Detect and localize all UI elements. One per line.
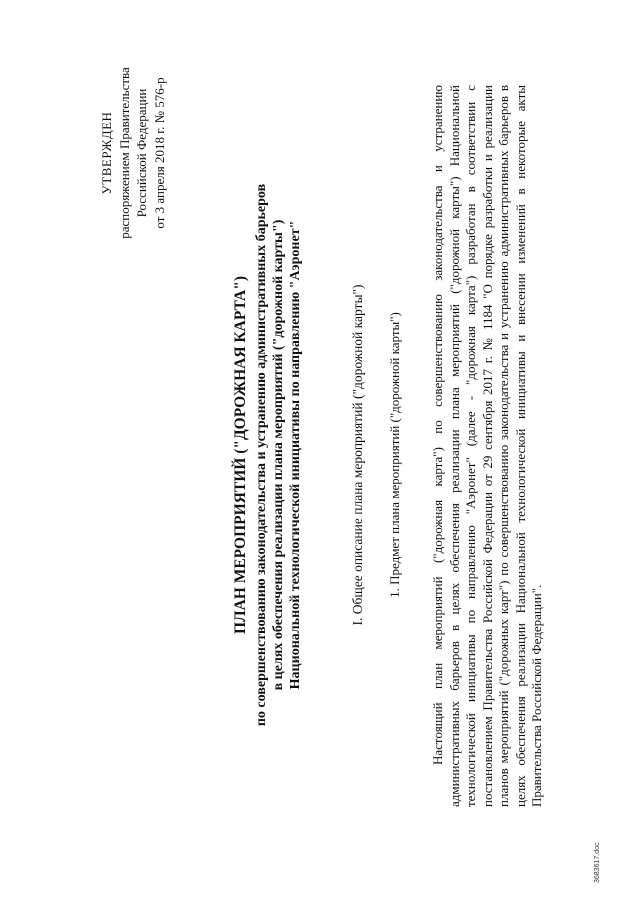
subsection-heading: 1. Предмет плана мероприятий ("дорожной карты") <box>387 312 402 598</box>
section-heading: I. Общее описание плана мероприятий ("дорожной карты") <box>350 284 365 626</box>
title-main: ПЛАН МЕРОПРИЯТИЙ ("ДОРОЖНАЯ КАРТА") <box>232 275 249 635</box>
approval-line-1: распоряжением Правительства <box>116 67 132 239</box>
file-code-footer: 3683617.doc <box>594 842 601 883</box>
approval-line-2: Российской Федерации <box>134 88 149 218</box>
approval-line-3: от 3 апреля 2018 г. № 576-р <box>151 77 167 229</box>
body-paragraph: Настоящий план мероприятий ("дорожная карта") по совершенствованию законодательства и устранению административных барьеров в целях обеспечения реализации плана мероприятий ("дорожной карты") Национальной технологической инициативы по направлению "Аэронет" (далее - "дорожная карта") разработан в соответствии с постановлением Правительства Российской Федерации от 29 сентября 2017 г. № 1184 "О порядке разработки и реализации планов мероприятий ("дорожных карт") по совершенствованию законодательства и устранению административных барьеров в целях обеспечения реализации Национальной технологической инициативы и внесении изменений в некоторые акты Правительства Российской Федерации". <box>430 85 544 807</box>
title-line-2: в целях обеспечения реализации плана мероприятий ("дорожной карты") <box>271 219 286 691</box>
title-line-3: Национальной технологической инициативы по направлению "Аэронет" <box>288 220 303 690</box>
approval-heading: УТВЕРЖДЕН <box>99 111 114 195</box>
title-line-1: по совершенствованию законодательства и устранению административных барьеров <box>254 183 269 727</box>
approval-stamp <box>98 53 168 253</box>
document-title <box>232 95 304 815</box>
